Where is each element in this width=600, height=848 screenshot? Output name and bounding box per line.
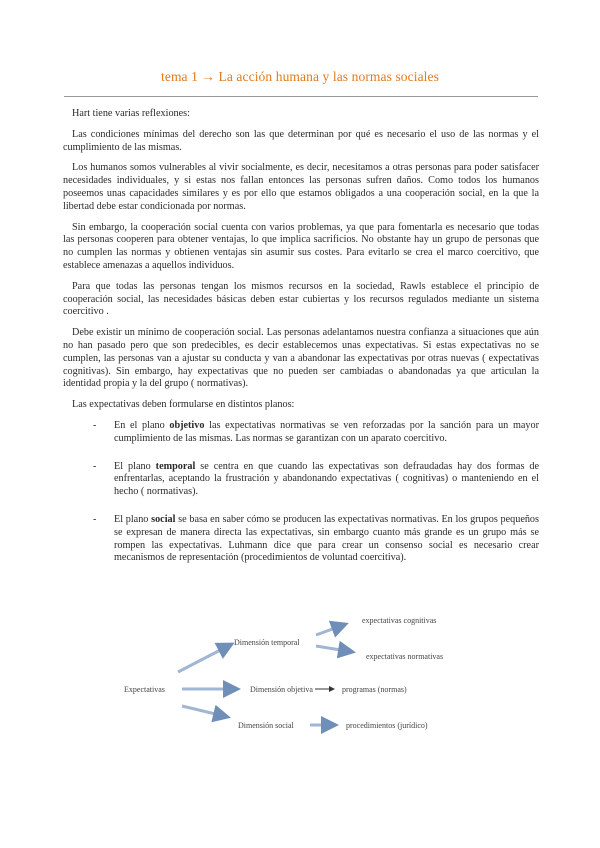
expectations-diagram bbox=[110, 610, 460, 745]
document-body bbox=[63, 108, 539, 580]
paragraph: Para que todas las personas tengan los mismos recursos en la sociedad, Rawls establece el principio de cooperación social, las necesidades básicas deben estar cubiertas y los recursos regulados mediante un sistema coercitivo . bbox=[63, 280, 539, 318]
diagram-root-label: Expectativas bbox=[124, 685, 165, 694]
bullet-text: se basa en saber cómo se producen las expectativas normativas. En los grupos pequeños se expresan de manera directa las expectativas, sin embargo cuanto más grande es un grupo más se rompen las expectativas. Luhmann dice que para crear un consenso social es necesario crear mecanismos de representación (procedimientos de voluntad coercitiva). bbox=[114, 513, 539, 564]
arrow-to-cognitivas bbox=[316, 624, 346, 635]
bullet-text: se centra en que cuando las expectativas son defraudadas hay dos formas de enfrentarlas, aceptando la frustración y abandonando expectativas ( cognitivas) o manteniendo en el hecho ( normativas). bbox=[114, 460, 540, 498]
arrow-to-temporal bbox=[178, 644, 232, 672]
bullet-keyword: temporal bbox=[155, 460, 196, 472]
bullet-keyword: objetivo bbox=[169, 419, 205, 431]
paragraph: Debe existir un mínimo de cooperación social. Las personas adelantamos nuestra confianza a situaciones que aún no han pasado pero que son predecibles, es decir establecemos unas expectativas. Si estas expectativas no se cumplen, las personas van a ajustar su conducta y van a abandonar las expectativas por otras nuevas ( expectativas cognitivas). Sin embargo, hay expectativas que no pueden ser cambiadas o abandonadas ya que articulan la identidad propia y la del grupo ( normativas). bbox=[63, 327, 539, 390]
diagram-programas-label: programas (normas) bbox=[342, 685, 407, 694]
diagram-normativas-label: expectativas normativas bbox=[366, 652, 444, 661]
bullet-text: las expectativas normativas se ven reforzadas por la sanción para un mayor cumplimiento de las mismas. Las normas se garantizan con un aparato coercitivo. bbox=[114, 419, 539, 444]
paragraph: Hart tiene varias reflexiones: bbox=[72, 108, 190, 119]
bullet-dash: - bbox=[93, 460, 97, 472]
list-item bbox=[63, 514, 539, 565]
page-title: tema 1 → La acción humana y las normas sociales bbox=[161, 69, 439, 84]
diagram-cognitivas-label: expectativas cognitivas bbox=[362, 616, 437, 625]
diagram-temporal-label: Dimensión temporal bbox=[234, 638, 300, 647]
arrow-to-social bbox=[182, 706, 228, 717]
paragraph: Las condiciones mínimas del derecho son las que determinan por qué es necesario el uso de las normas y el cumplimiento de las mismas. bbox=[63, 128, 539, 153]
bullet-text: El plano bbox=[114, 460, 156, 472]
bullet-keyword: social bbox=[151, 513, 176, 525]
title-divider bbox=[64, 96, 538, 97]
diagram-objetiva-label: Dimensión objetiva bbox=[250, 685, 313, 694]
list-item bbox=[63, 461, 539, 499]
diagram-social-label: Dimensión social bbox=[238, 721, 294, 730]
paragraph: Sin embargo, la cooperación social cuenta con varios problemas, ya que para fomentarla es necesario que todas las personas cooperen para obtener ventajas, lo que implica sacrificios. No obstante hay un grupo de personas que no cumplen las normas y obtienen ventajas sin asumir sus costes. Para evitarlo se crea el marco coercitivo, que establece amenazas a aquellos individuos. bbox=[63, 221, 539, 271]
paragraph: Los humanos somos vulnerables al vivir socialmente, es decir, necesitamos a otras personas para poder satisfacer necesidades individuales, y si estas nos fallan entonces las personas sufren daños. Como todos los humanos poseemos unas capacidades similares y es por ello que estamos obligados a una cooperación social, en la que la libertad debe estar condicionada por normas. bbox=[63, 162, 539, 212]
bullet-text: El plano bbox=[114, 513, 152, 525]
diagram-procedimientos-label: procedimientos (jurídico) bbox=[346, 721, 428, 730]
bullet-dash: - bbox=[93, 513, 97, 525]
bullet-dash: - bbox=[93, 419, 97, 431]
arrow-to-normativas bbox=[316, 646, 353, 652]
list-item bbox=[63, 420, 539, 446]
paragraph: Las expectativas deben formularse en distintos planos: bbox=[72, 399, 295, 411]
bullet-text: En el plano bbox=[114, 419, 170, 431]
bullet-list bbox=[63, 420, 539, 565]
